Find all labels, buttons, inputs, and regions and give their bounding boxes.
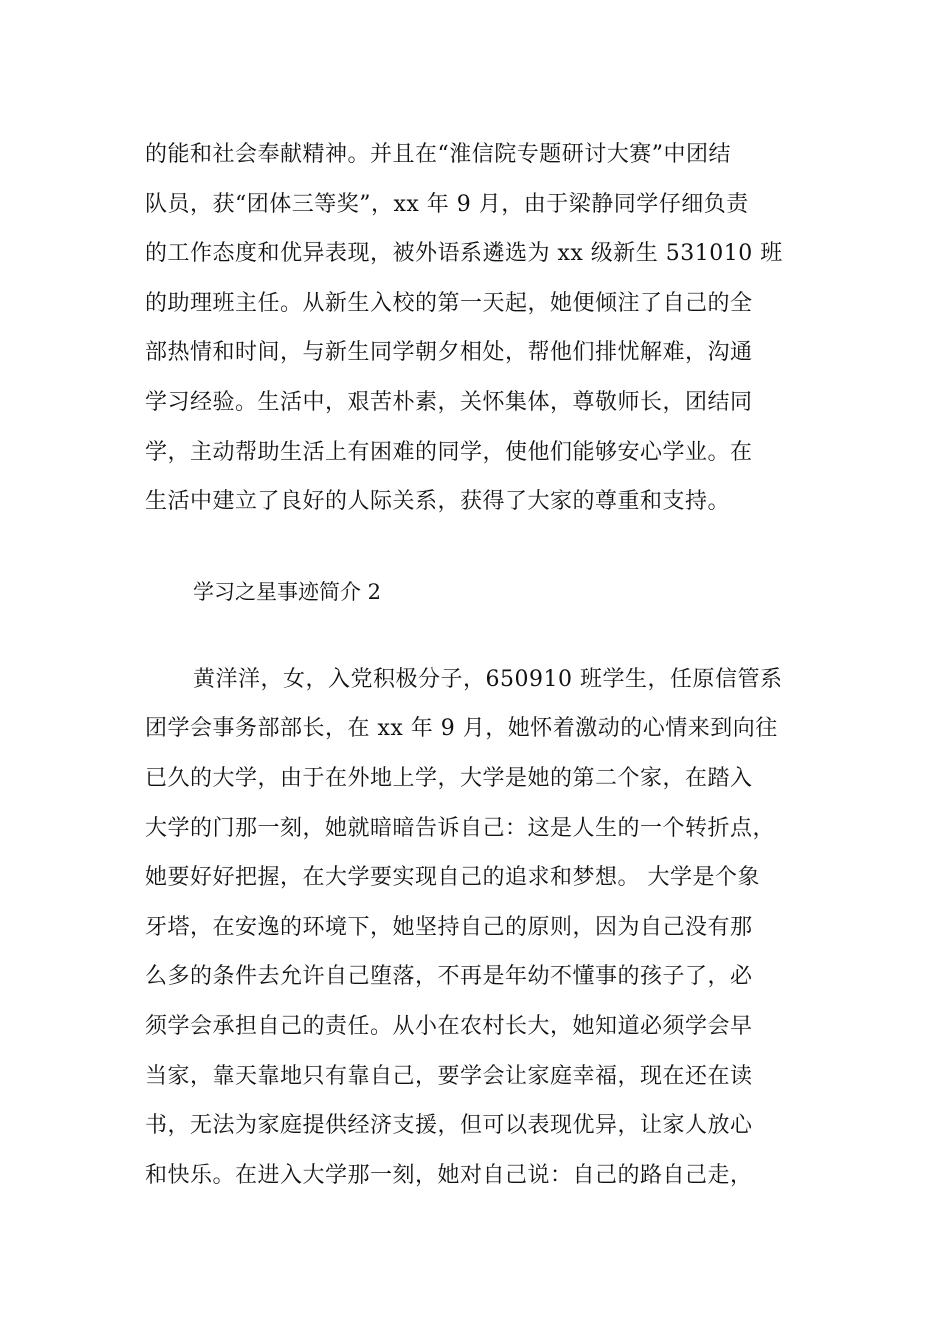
text-line: 生活中建立了良好的人际关系，获得了大家的尊重和支持。 — [145, 489, 731, 515]
text-line: 已久的大学，由于在外地上学，大学是她的第二个家，在踏入 — [145, 765, 753, 791]
text-line: 学，主动帮助生活上有困难的同学，使他们能够安心学业。在 — [145, 439, 753, 465]
paragraph-1 — [145, 130, 815, 527]
text-line: 黄洋洋，女，入党积极分子，650910 班学生，任原信管系 — [193, 666, 783, 692]
spacer — [145, 617, 815, 655]
text-line: 书，无法为家庭提供经济支援，但可以表现优异，让家人放心 — [145, 1113, 753, 1139]
text-line: 当家，靠天靠地只有靠自己，要学会让家庭幸福，现在还在读 — [145, 1063, 753, 1089]
section-heading: 学习之星事迹简介 2 — [193, 579, 382, 604]
spacer — [145, 527, 815, 567]
document-body — [145, 130, 815, 1200]
text-line: 么多的条件去允许自己堕落，不再是年幼不懂事的孩子了，必 — [145, 964, 753, 990]
text-line: 部热情和时间，与新生同学朝夕相处，帮他们排忧解难，沟通 — [145, 340, 753, 366]
text-line: 学习经验。生活中，艰苦朴素，关怀集体，尊敬师长，团结同 — [145, 389, 753, 415]
text-line: 队员，获“团体三等奖”，xx 年 9 月，由于梁静同学仔细负责 — [145, 191, 749, 217]
text-line: 须学会承担自己的责任。从小在农村长大，她知道必须学会早 — [145, 1013, 753, 1039]
text-line: 大学的门那一刻，她就暗暗告诉自己：这是人生的一个转折点， — [145, 815, 776, 841]
text-line: 她要好好把握，在大学要实现自己的追求和梦想。 大学是个象 — [145, 865, 760, 891]
text-line: 的工作态度和优异表现，被外语系遴选为 xx 级新生 531010 班 — [145, 241, 783, 267]
text-line: 的能和社会奉献精神。并且在“淮信院专题研讨大赛”中团结 — [145, 142, 731, 167]
text-line: 和快乐。在进入大学那一刻，她对自己说：自己的路自己走， — [145, 1162, 753, 1188]
text-line: 的助理班主任。从新生入校的第一天起，她便倾注了自己的全 — [145, 290, 753, 316]
text-line: 牙塔，在安逸的环境下，她坚持自己的原则，因为自己没有那 — [145, 914, 753, 940]
paragraph-2 — [145, 655, 815, 1201]
text-line: 团学会事务部部长，在 xx 年 9 月，她怀着激动的心情来到向往 — [145, 716, 778, 742]
